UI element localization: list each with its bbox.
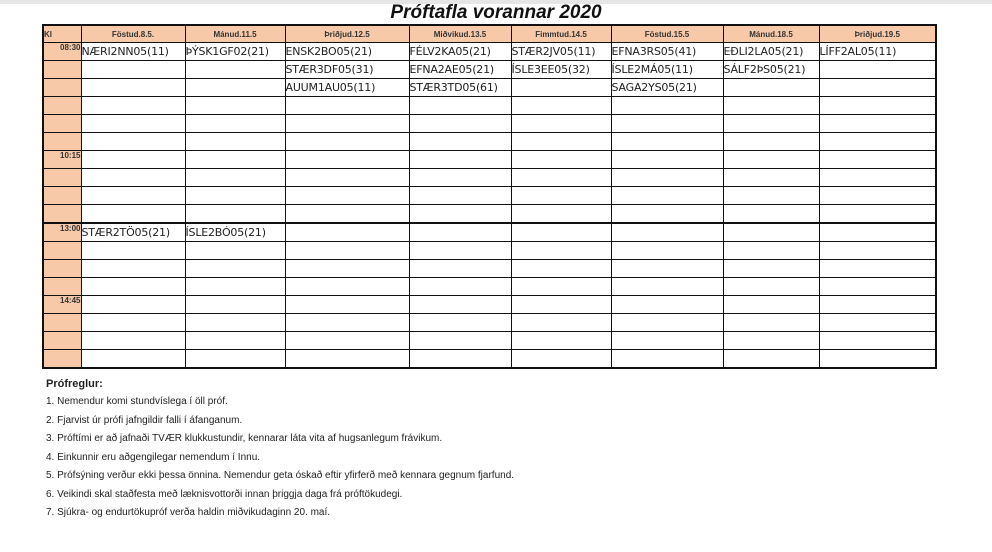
- rules-heading: Prófreglur:: [46, 378, 103, 390]
- empty-cell: [185, 205, 285, 224]
- empty-cell: [285, 278, 409, 296]
- empty-cell: [185, 350, 285, 369]
- empty-cell: [409, 169, 511, 187]
- empty-cell: [723, 205, 819, 224]
- empty-cell: [409, 223, 511, 242]
- empty-cell: [819, 332, 936, 350]
- empty-cell: [723, 296, 819, 314]
- empty-cell: [511, 278, 611, 296]
- empty-cell: [81, 187, 185, 205]
- time-label: [43, 350, 81, 369]
- empty-cell: [409, 151, 511, 169]
- empty-cell: [511, 133, 611, 151]
- exam-course-cell: ÍSLE3EE05(32): [511, 61, 611, 79]
- afternoon-row: [43, 314, 936, 332]
- empty-cell: [819, 79, 936, 97]
- morning-row: [43, 97, 936, 115]
- empty-cell: [819, 205, 936, 224]
- empty-cell: [81, 296, 185, 314]
- rule-item: 7. Sjúkra- og endurtökupróf verða haldin miðvikudaginn 20. maí.: [46, 507, 331, 518]
- empty-cell: [409, 278, 511, 296]
- empty-cell: [611, 205, 723, 224]
- empty-cell: [611, 169, 723, 187]
- empty-cell: [819, 223, 936, 242]
- time-label: [43, 314, 81, 332]
- empty-cell: [409, 115, 511, 133]
- empty-cell: [185, 61, 285, 79]
- time-label: [43, 97, 81, 115]
- rule-item: 2. Fjarvist úr prófi jafngildir falli í áfanganum.: [46, 414, 243, 426]
- empty-cell: [81, 97, 185, 115]
- morning-row: [43, 133, 936, 151]
- day-column-header: Fimmtud.14.5: [511, 25, 611, 43]
- time-label: [43, 61, 81, 79]
- empty-cell: [285, 133, 409, 151]
- empty-cell: [409, 296, 511, 314]
- time-label: [43, 260, 81, 278]
- empty-cell: [409, 187, 511, 205]
- rule-item: 4. Einkunnir eru aðgengilegar nemendum í Innu.: [46, 451, 261, 463]
- empty-cell: [185, 97, 285, 115]
- empty-cell: [285, 314, 409, 332]
- empty-cell: [819, 115, 936, 133]
- empty-cell: [285, 205, 409, 224]
- empty-cell: [723, 242, 819, 260]
- day-column-header: Mánud.18.5: [723, 25, 819, 43]
- afternoon-row: [43, 223, 936, 242]
- empty-cell: [819, 133, 936, 151]
- empty-cell: [81, 260, 185, 278]
- empty-cell: [81, 115, 185, 133]
- empty-cell: [81, 61, 185, 79]
- empty-cell: [185, 151, 285, 169]
- exam-course-cell: ÍSLE2MÁ05(11): [611, 61, 723, 79]
- title-text: Próftafla vorannar 2020: [390, 2, 602, 23]
- empty-cell: [511, 97, 611, 115]
- exam-rules: [46, 378, 514, 523]
- empty-cell: [81, 350, 185, 369]
- empty-cell: [285, 115, 409, 133]
- time-label: 10:15: [43, 151, 81, 169]
- morning-row: [43, 79, 936, 97]
- empty-cell: [819, 260, 936, 278]
- afternoon-row: [43, 278, 936, 296]
- empty-cell: [185, 332, 285, 350]
- empty-cell: [511, 187, 611, 205]
- afternoon-row: [43, 332, 936, 350]
- exam-course-cell: AUUM1AU05(11): [285, 79, 409, 97]
- empty-cell: [285, 260, 409, 278]
- empty-cell: [723, 151, 819, 169]
- empty-cell: [409, 133, 511, 151]
- time-label: [43, 205, 81, 224]
- empty-cell: [511, 115, 611, 133]
- empty-cell: [511, 332, 611, 350]
- empty-cell: [511, 169, 611, 187]
- empty-cell: [611, 223, 723, 242]
- empty-cell: [723, 187, 819, 205]
- morning-row: [43, 115, 936, 133]
- exam-course-cell: SÁLF2ÞS05(21): [723, 61, 819, 79]
- empty-cell: [611, 187, 723, 205]
- empty-cell: [285, 350, 409, 369]
- afternoon-row: [43, 350, 936, 369]
- empty-cell: [81, 278, 185, 296]
- empty-cell: [409, 205, 511, 224]
- empty-cell: [185, 260, 285, 278]
- exam-course-cell: STÆR2JV05(11): [511, 43, 611, 61]
- exam-course-cell: EÐLI2LA05(21): [723, 43, 819, 61]
- exam-course-cell: ÍSLE2BÓ05(21): [185, 223, 285, 242]
- empty-cell: [81, 314, 185, 332]
- rule-item: 5. Prófsýning verður ekki þessa önnina. Nemendur geta óskað eftir yfirferð með kennara gegnum fjarfund.: [46, 470, 515, 481]
- empty-cell: [611, 350, 723, 369]
- empty-cell: [511, 205, 611, 224]
- morning-row: [43, 151, 936, 169]
- empty-cell: [611, 296, 723, 314]
- day-column-header: Föstud.15.5: [611, 25, 723, 43]
- exam-course-cell: ÞÝSK1GF02(21): [185, 43, 285, 61]
- empty-cell: [185, 278, 285, 296]
- morning-row: [43, 187, 936, 205]
- empty-cell: [611, 242, 723, 260]
- header-row: [43, 25, 936, 43]
- time-label: [43, 115, 81, 133]
- empty-cell: [285, 151, 409, 169]
- exam-course-cell: NÆRI2NN05(11): [81, 43, 185, 61]
- day-column-header: Miðvikud.13.5: [409, 25, 511, 43]
- exam-course-cell: FÉLV2KA05(21): [409, 43, 511, 61]
- empty-cell: [285, 97, 409, 115]
- empty-cell: [819, 242, 936, 260]
- empty-cell: [611, 115, 723, 133]
- afternoon-row: [43, 260, 936, 278]
- empty-cell: [723, 350, 819, 369]
- empty-cell: [511, 314, 611, 332]
- empty-cell: [81, 151, 185, 169]
- empty-cell: [409, 332, 511, 350]
- empty-cell: [611, 260, 723, 278]
- empty-cell: [511, 260, 611, 278]
- time-label: [43, 278, 81, 296]
- empty-cell: [185, 296, 285, 314]
- empty-cell: [285, 169, 409, 187]
- exam-course-cell: EFNA2AE05(21): [409, 61, 511, 79]
- morning-row: [43, 61, 936, 79]
- empty-cell: [409, 350, 511, 369]
- exam-course-cell: SAGA2YS05(21): [611, 79, 723, 97]
- empty-cell: [723, 260, 819, 278]
- time-label: [43, 242, 81, 260]
- empty-cell: [185, 169, 285, 187]
- empty-cell: [819, 61, 936, 79]
- empty-cell: [285, 242, 409, 260]
- empty-cell: [81, 133, 185, 151]
- exam-course-cell: ENSK2BO05(21): [285, 43, 409, 61]
- morning-row: [43, 205, 936, 224]
- empty-cell: [81, 169, 185, 187]
- empty-cell: [511, 79, 611, 97]
- empty-cell: [511, 223, 611, 242]
- empty-cell: [723, 314, 819, 332]
- empty-cell: [723, 169, 819, 187]
- empty-cell: [611, 278, 723, 296]
- empty-cell: [611, 97, 723, 115]
- time-label: [43, 169, 81, 187]
- afternoon-row: [43, 242, 936, 260]
- empty-cell: [723, 278, 819, 296]
- empty-cell: [409, 314, 511, 332]
- empty-cell: [285, 296, 409, 314]
- empty-cell: [723, 332, 819, 350]
- rules-list: [46, 393, 514, 523]
- afternoon-row: [43, 296, 936, 314]
- empty-cell: [819, 151, 936, 169]
- time-label: [43, 133, 81, 151]
- empty-cell: [723, 133, 819, 151]
- empty-cell: [819, 169, 936, 187]
- exam-course-cell: STÆR3DF05(31): [285, 61, 409, 79]
- empty-cell: [409, 242, 511, 260]
- time-label: 14:45: [43, 296, 81, 314]
- empty-cell: [723, 97, 819, 115]
- empty-cell: [819, 350, 936, 369]
- time-label: 08:30: [43, 43, 81, 61]
- exam-course-cell: EFNA3RS05(41): [611, 43, 723, 61]
- empty-cell: [409, 97, 511, 115]
- empty-cell: [511, 242, 611, 260]
- empty-cell: [285, 187, 409, 205]
- empty-cell: [81, 205, 185, 224]
- empty-cell: [611, 133, 723, 151]
- exam-course-cell: LÍFF2AL05(11): [819, 43, 936, 61]
- empty-cell: [511, 350, 611, 369]
- exam-schedule-table: [42, 24, 937, 369]
- empty-cell: [723, 79, 819, 97]
- empty-cell: [819, 187, 936, 205]
- empty-cell: [723, 115, 819, 133]
- empty-cell: [185, 115, 285, 133]
- empty-cell: [81, 332, 185, 350]
- empty-cell: [819, 278, 936, 296]
- empty-cell: [819, 296, 936, 314]
- rule-item: 6. Veikindi skal staðfesta með læknisvottorði innan þriggja daga frá próftökudegi.: [46, 488, 403, 500]
- morning-row: [43, 169, 936, 187]
- rule-item: 1. Nemendur komi stundvíslega í öll próf.: [46, 396, 228, 407]
- page-title: [0, 2, 992, 24]
- empty-cell: [409, 260, 511, 278]
- empty-cell: [185, 187, 285, 205]
- empty-cell: [819, 314, 936, 332]
- empty-cell: [511, 296, 611, 314]
- time-label: [43, 187, 81, 205]
- day-column-header: Mánud.11.5: [185, 25, 285, 43]
- exam-course-cell: STÆR2TÖ05(21): [81, 223, 185, 242]
- time-column-header: Kl: [43, 25, 81, 43]
- day-column-header: Föstud.8.5.: [81, 25, 185, 43]
- empty-cell: [185, 314, 285, 332]
- empty-cell: [611, 151, 723, 169]
- time-label: [43, 79, 81, 97]
- empty-cell: [81, 242, 185, 260]
- exam-course-cell: STÆR3TD05(61): [409, 79, 511, 97]
- day-column-header: Þriðjud.19.5: [819, 25, 936, 43]
- empty-cell: [81, 79, 185, 97]
- time-label: [43, 332, 81, 350]
- empty-cell: [185, 79, 285, 97]
- empty-cell: [285, 332, 409, 350]
- rule-item: 3. Próftími er að jafnaði TVÆR klukkustundir, kennarar láta vita af hugsanlegum frávikum.: [46, 433, 443, 444]
- day-column-header: Þriðjud.12.5: [285, 25, 409, 43]
- empty-cell: [511, 151, 611, 169]
- empty-cell: [285, 223, 409, 242]
- empty-cell: [819, 97, 936, 115]
- empty-cell: [723, 223, 819, 242]
- time-label: 13:00: [43, 223, 81, 242]
- empty-cell: [185, 133, 285, 151]
- empty-cell: [611, 314, 723, 332]
- morning-row: [43, 43, 936, 61]
- empty-cell: [611, 332, 723, 350]
- empty-cell: [185, 242, 285, 260]
